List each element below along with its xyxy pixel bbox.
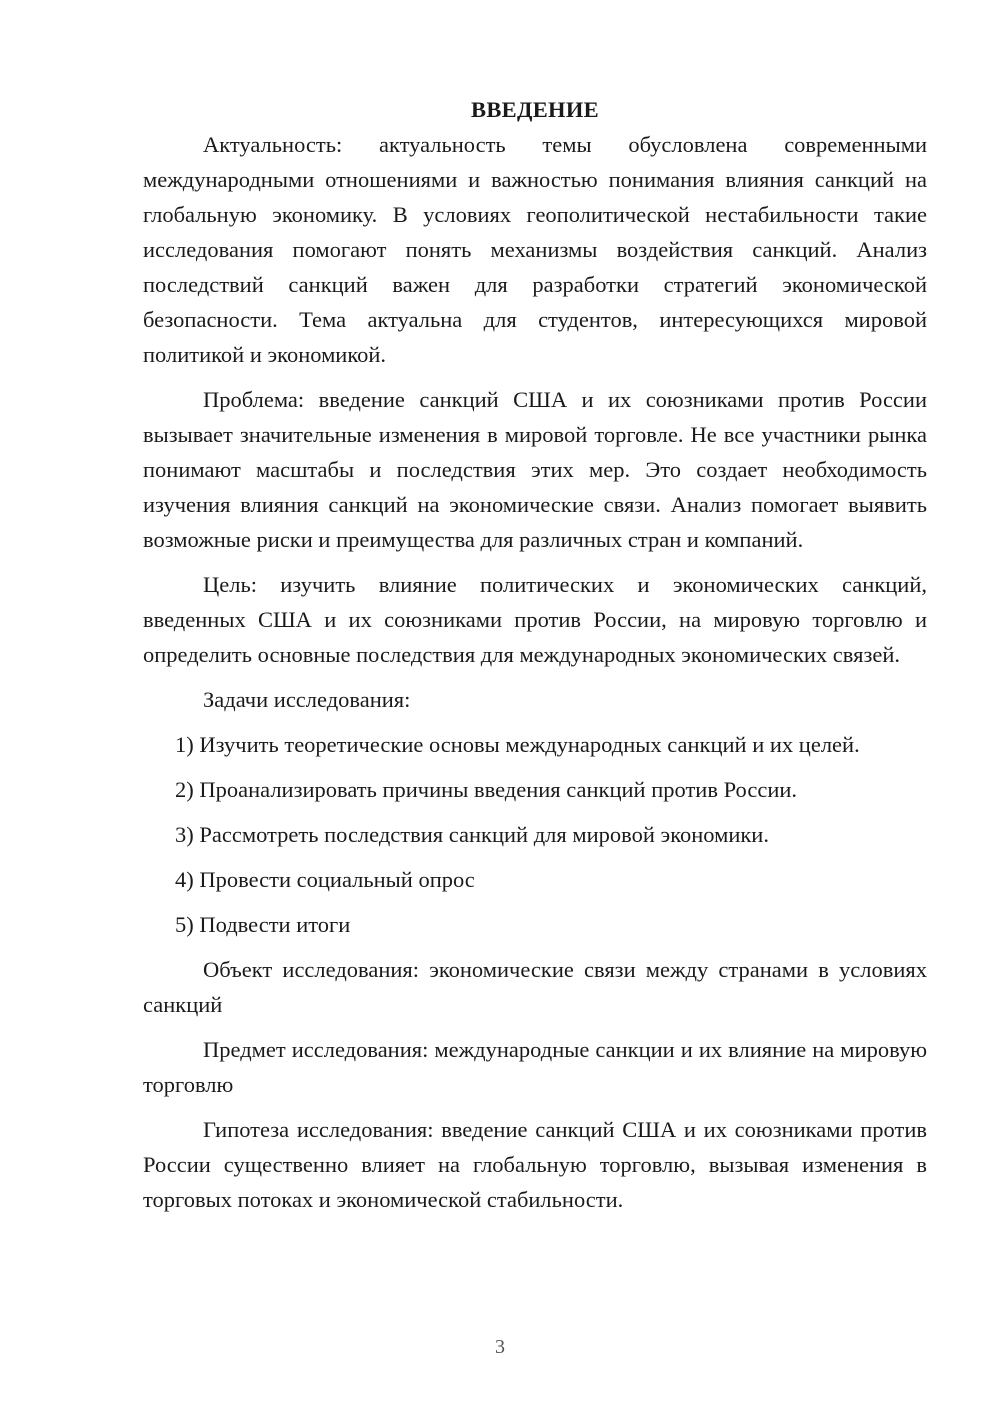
hypothesis-paragraph: Гипотеза исследования: введение санкций США и их союзниками против России существенно влияет на глобальную торговлю, вызывая изменения в торговых потоках и экономической стабильности. xyxy=(143,1117,927,1212)
page-title: ВВЕДЕНИЕ xyxy=(471,97,599,122)
subject-paragraph: Предмет исследования: международные санкции и их влияние на мировую торговлю xyxy=(143,1037,927,1097)
task-item: 2) Проанализировать причины введения санкций против России. xyxy=(175,777,798,802)
page-content xyxy=(143,92,927,1217)
task-item: 3) Рассмотреть последствия санкций для мировой экономики. xyxy=(175,822,769,847)
object-paragraph: Объект исследования: экономические связи между странами в условиях санкций xyxy=(143,957,927,1017)
task-item: 5) Подвести итоги xyxy=(175,912,351,937)
tasks-heading: Задачи исследования: xyxy=(203,687,411,712)
problem-paragraph: Проблема: введение санкций США и их союзниками против России вызывает значительные изменения в мировой торговле. Не все участники рынка понимают масштабы и последствия этих мер. Это создает необходимость изучения влияния санкций на экономические связи. Анализ помогает выявить возможные риски и преимущества для различных стран и компаний. xyxy=(143,387,927,552)
relevance-paragraph: Актуальность: актуальность темы обусловлена современными международными отношениями и важностью понимания влияния санкций на глобальную экономику. В условиях геополитической нестабильности такие исследования помогают понять механизмы воздействия санкций. Анализ последствий санкций важен для разработки стратегий экономической безопасности. Тема актуальна для студентов, интересующихся мировой политикой и экономикой. xyxy=(143,132,927,367)
task-item: 1) Изучить теоретические основы международных санкций и их целей. xyxy=(175,732,860,757)
page-number: 3 xyxy=(495,1336,505,1358)
tasks-list xyxy=(143,727,927,942)
goal-paragraph: Цель: изучить влияние политических и экономических санкций, введенных США и их союзниками против России, на мировую торговлю и определить основные последствия для международных экономических связей. xyxy=(143,572,927,667)
task-item: 4) Провести социальный опрос xyxy=(175,867,475,892)
